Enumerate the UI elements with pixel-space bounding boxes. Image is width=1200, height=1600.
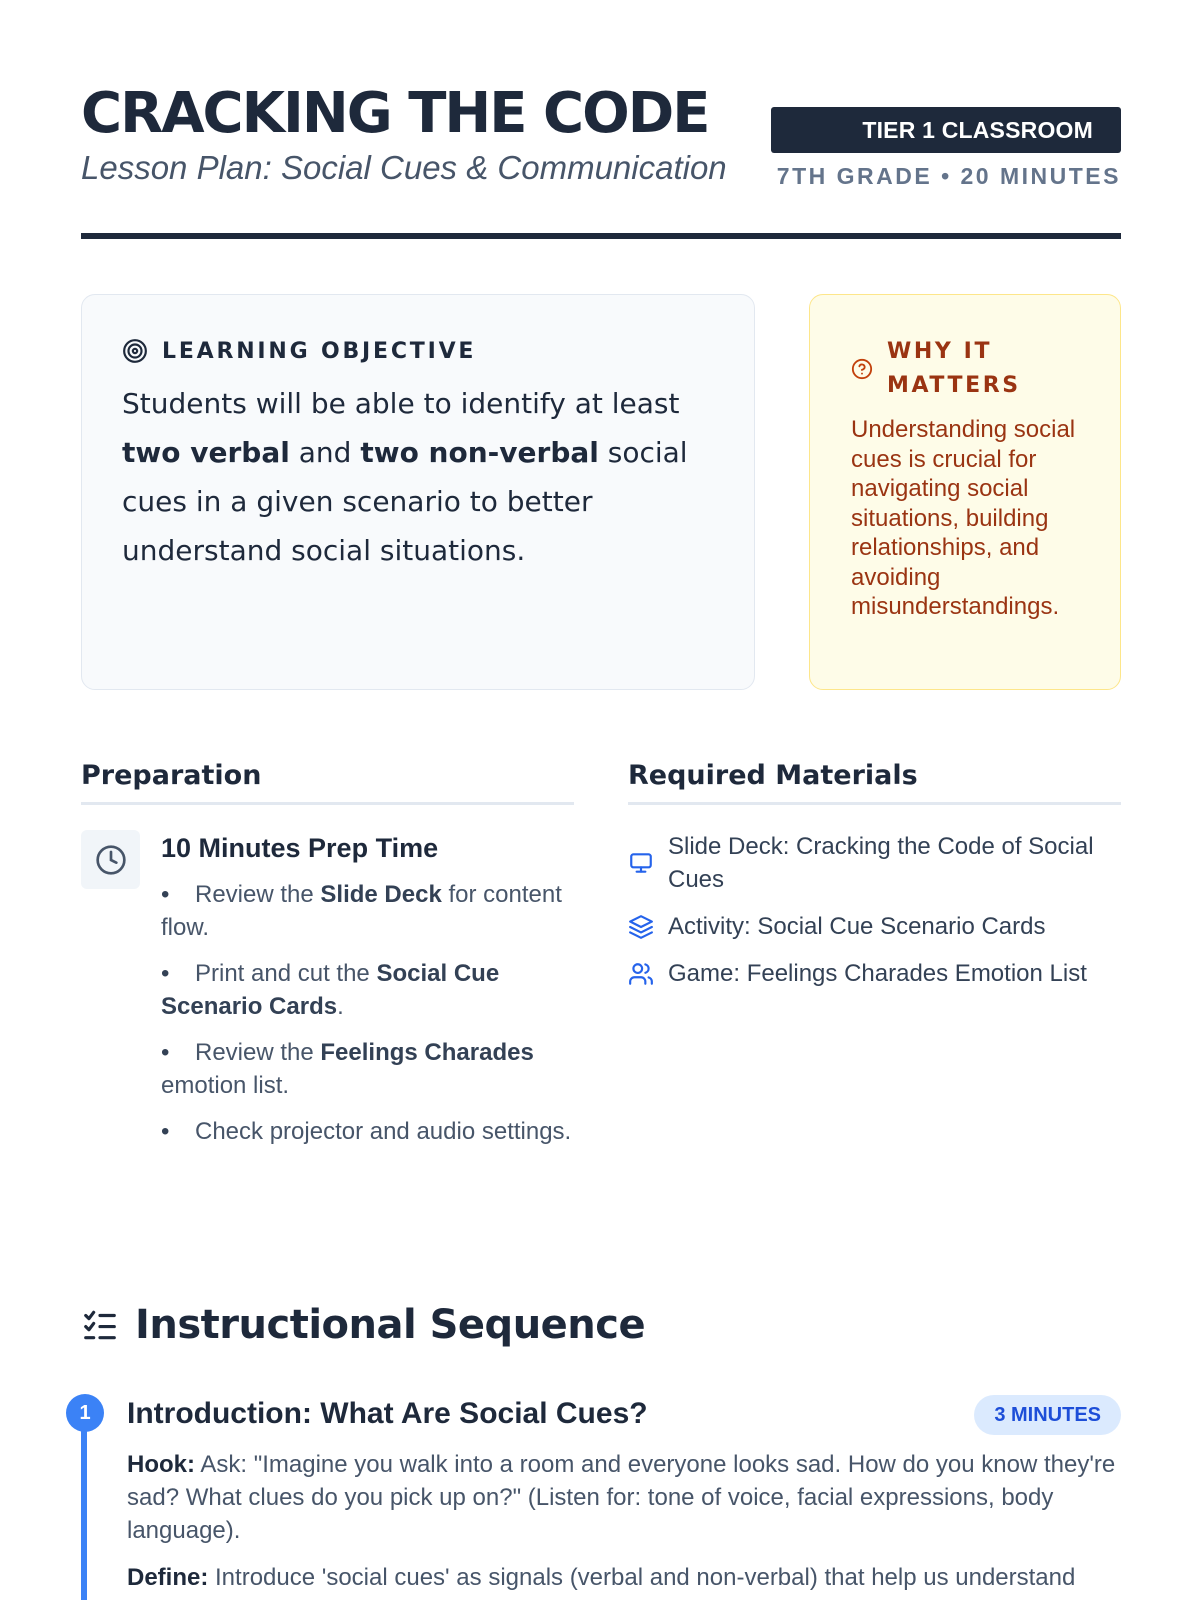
bullet-icon: • <box>161 1039 170 1066</box>
hook-label: Hook: <box>127 1451 195 1478</box>
step-number-badge: 1 <box>66 1394 104 1432</box>
why-it-matters-label-text: WHY IT MATTERS <box>887 339 1021 398</box>
step-define-paragraph <box>127 1561 1121 1594</box>
objective-nonverbal-emphasis: two non-verbal <box>360 436 599 469</box>
material-item-scenario-cards <box>628 910 1121 943</box>
why-it-matters-label <box>851 335 1080 403</box>
learning-objective-label-text: LEARNING OBJECTIVE <box>162 338 477 364</box>
lesson-plan-page <box>81 0 1121 1600</box>
material-label: Game: Feelings Charades Emotion List <box>668 960 1087 987</box>
grade-duration-meta: 7TH GRADE • 20 MINUTES <box>776 163 1121 189</box>
header <box>81 80 1121 240</box>
learning-objective-text <box>122 379 714 575</box>
materials-section <box>628 756 1121 1004</box>
prep-item-text: . <box>337 993 344 1020</box>
prep-item-emphasis: Social Cue Scenario Cards <box>161 960 500 1020</box>
objective-text-part: and <box>289 436 361 469</box>
instructional-sequence-heading <box>81 1300 645 1350</box>
preparation-section <box>81 756 574 1161</box>
objective-text-part: social cues in a given scenario to better understand social situations. <box>122 436 688 567</box>
material-label: Activity: Social Cue Scenario Cards <box>668 913 1046 940</box>
step-introduction <box>127 1394 1121 1594</box>
step-title: Introduction: What Are Social Cues? <box>127 1397 648 1430</box>
prep-item-text: Print and cut the <box>195 960 377 987</box>
tier-badge: TIER 1 CLASSROOM <box>771 107 1121 153</box>
why-it-matters-card <box>809 294 1121 690</box>
prep-item-emphasis: Feelings Charades <box>320 1039 534 1066</box>
prep-list-item <box>161 1115 574 1148</box>
prep-item-text: for content flow. <box>161 881 562 941</box>
prep-item-text: emotion list. <box>161 1072 290 1099</box>
why-it-matters-text: Understanding social cues is crucial for navigating social situations, building relationships, and avoiding misunderstandings. <box>851 416 1076 620</box>
objective-verbal-emphasis: two verbal <box>122 436 290 469</box>
users-icon <box>628 961 654 987</box>
learning-objective-label <box>122 335 714 367</box>
header-divider <box>81 233 1121 239</box>
material-label: Slide Deck: Cracking the Code of Social Cues <box>668 833 1094 893</box>
clock-icon <box>95 844 127 876</box>
step-duration-badge: 3 MINUTES <box>974 1395 1121 1435</box>
prep-item-emphasis: Slide Deck <box>320 881 442 908</box>
preparation-body <box>81 830 574 1148</box>
learning-objective-card <box>81 294 755 690</box>
objective-text-part: Students will be able to identify at least <box>122 387 680 420</box>
prep-list <box>161 878 574 1148</box>
preparation-title: Preparation <box>81 756 574 805</box>
step-hook-paragraph <box>127 1448 1121 1547</box>
prep-list-item <box>161 1036 574 1102</box>
prep-item-text: Review the <box>195 1039 321 1066</box>
prep-list-item <box>161 957 574 1023</box>
define-label: Define: <box>127 1564 209 1591</box>
materials-list <box>628 830 1121 990</box>
question-circle-icon <box>851 358 873 380</box>
bullet-icon: • <box>161 1118 170 1145</box>
prep-time-heading: 10 Minutes Prep Time <box>161 833 439 863</box>
monitor-icon <box>628 850 654 876</box>
bullet-icon: • <box>161 881 170 908</box>
prep-item-text: Review the <box>195 881 321 908</box>
hook-text: Ask: "Imagine you walk into a room and everyone looks sad. How do you know they're sad? What clues do you pick up on?" (Listen for: tone of voice, facial expressions, body language). <box>127 1451 1116 1544</box>
page-title: CRACKING THE CODE <box>81 81 709 146</box>
bullet-icon: • <box>161 960 170 987</box>
page-subtitle: Lesson Plan: Social Cues & Communication <box>81 149 727 186</box>
list-checks-icon <box>81 1306 119 1344</box>
prep-item-text: Check projector and audio settings. <box>195 1118 572 1145</box>
clock-icon-box <box>81 830 140 889</box>
materials-title: Required Materials <box>628 756 1121 805</box>
layers-icon <box>628 914 654 940</box>
target-icon <box>122 338 148 364</box>
define-text: Introduce 'social cues' as signals (verbal and non-verbal) that help us understand <box>208 1564 1076 1591</box>
material-item-charades-list <box>628 957 1121 990</box>
prep-list-item <box>161 878 574 944</box>
instructional-sequence-title: Instructional Sequence <box>135 1302 646 1348</box>
material-item-slide-deck <box>628 830 1121 896</box>
